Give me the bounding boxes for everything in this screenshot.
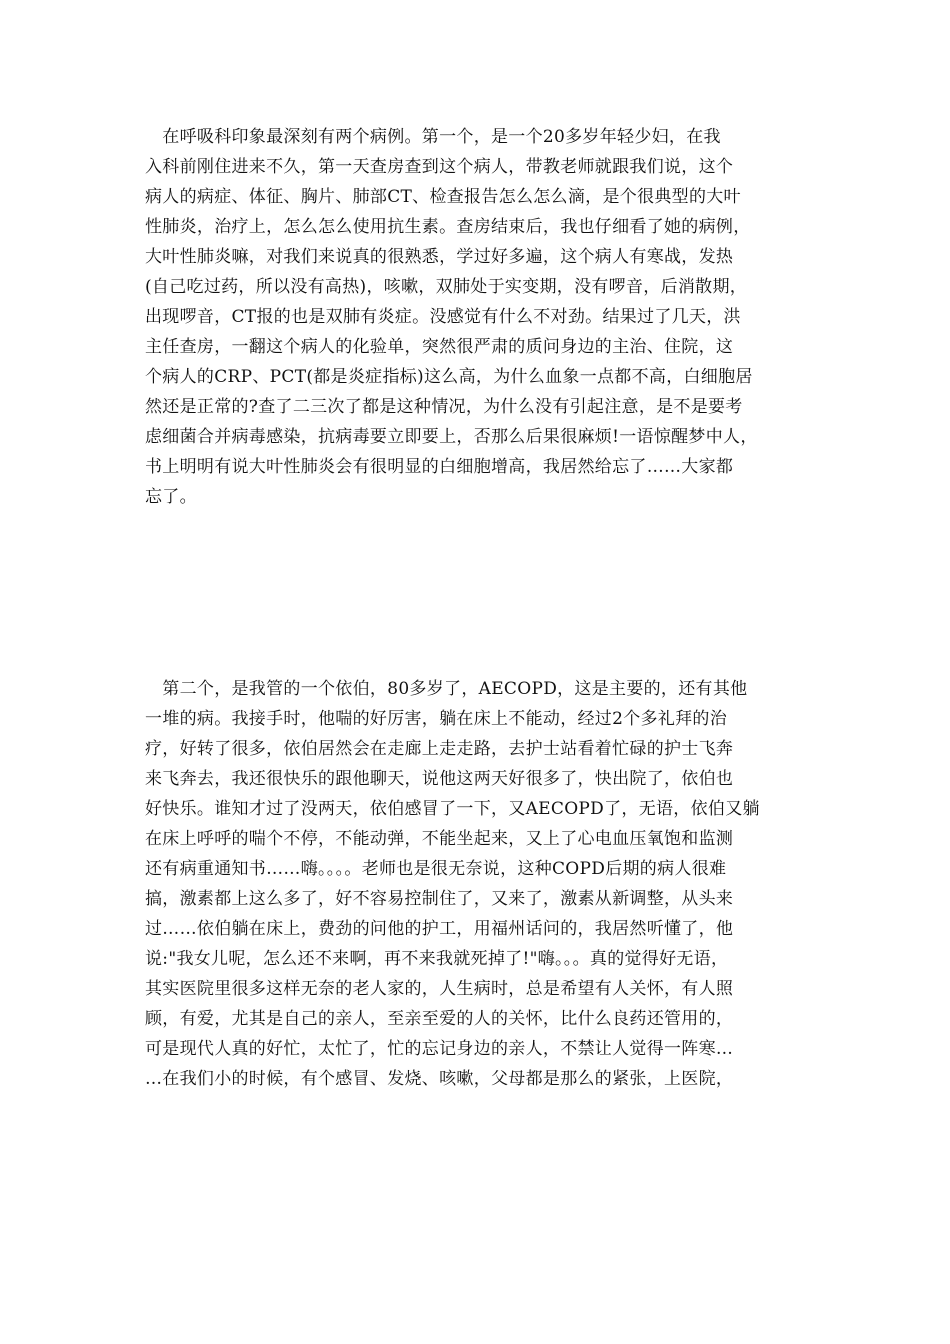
text-line: 出现啰音，CT报的也是双肺有炎症。没感觉有什么不对劲。结果过了几天，洪	[145, 307, 741, 327]
text-line: 搞，激素都上这么多了，好不容易控制住了，又来了，激素从新调整，从头来	[145, 889, 734, 909]
text-line: 来飞奔去，我还很快乐的跟他聊天，说他这两天好很多了，快出院了，依伯也	[145, 769, 734, 789]
text-line: 过……依伯躺在床上，费劲的问他的护工，用福州话问的，我居然听懂了，他	[145, 919, 734, 939]
text-line: 其实医院里很多这样无奈的老人家的，人生病时，总是希望有人关怀，有人照	[145, 979, 734, 999]
text-line: 大叶性肺炎嘛，对我们来说真的很熟悉，学过好多遍，这个病人有寒战，发热	[145, 247, 734, 267]
text-line: 还有病重通知书……嗨。。。。老师也是很无奈说，这种COPD后期的病人很难	[145, 859, 727, 879]
text-line: 好快乐。谁知才过了没两天，依伯感冒了一下，又AECOPD了，无语，依伯又躺	[145, 799, 760, 819]
text-line: 第二个，是我管的一个依伯，80多岁了，AECOPD，这是主要的，还有其他	[145, 679, 748, 699]
text-line: 虑细菌合并病毒感染，抗病毒要立即要上，否那么后果很麻烦!一语惊醒梦中人，	[145, 427, 758, 447]
text-line: 说:"我女儿呢，怎么还不来啊，再不来我就死掉了!"嗨。。。真的觉得好无语，	[145, 949, 729, 969]
text-line: 忘了。	[145, 487, 197, 507]
text-line: 然还是正常的?查了二三次了都是这种情况，为什么没有引起注意，是不是要考	[145, 397, 743, 417]
text-line: 书上明明有说大叶性肺炎会有很明显的白细胞增高，我居然给忘了……大家都	[145, 457, 734, 477]
text-line: 入科前刚住进来不久，第一天查房查到这个病人，带教老师就跟我们说，这个	[145, 157, 734, 177]
text-line: 在呼吸科印象最深刻有两个病例。第一个，是一个20多岁年轻少妇，在我	[145, 127, 721, 147]
text-line: (自己吃过药，所以没有高热)，咳嗽，双肺处于实变期，没有啰音，后消散期，	[145, 277, 748, 297]
text-line: 一堆的病。我接手时，他喘的好厉害，躺在床上不能动，经过2个多礼拜的治	[145, 709, 728, 729]
text-line: 在床上呼呼的喘个不停，不能动弹，不能坐起来，又上了心电血压氧饱和监测	[145, 829, 734, 849]
text-line: 病人的病症、体征、胸片、肺部CT、检查报告怎么怎么滴，是个很典型的大叶	[145, 187, 741, 207]
text-line: 个病人的CRP、PCT(都是炎症指标)这么高，为什么血象一点都不高，白细胞居	[145, 367, 753, 387]
text-line: 性肺炎，治疗上，怎么怎么使用抗生素。查房结束后，我也仔细看了她的病例，	[145, 217, 751, 237]
text-line: …在我们小的时候，有个感冒、发烧、咳嗽，父母都是那么的紧张，上医院，	[145, 1069, 734, 1089]
paragraph-1	[145, 122, 825, 512]
paragraph-2	[145, 674, 825, 1094]
text-line: 可是现代人真的好忙，太忙了，忙的忘记身边的亲人，不禁让人觉得一阵寒…	[145, 1039, 734, 1059]
text-line: 主任查房，一翻这个病人的化验单，突然很严肃的质问身边的主治、住院，这	[145, 337, 734, 357]
text-line: 顾，有爱，尤其是自己的亲人，至亲至爱的人的关怀，比什么良药还管用的，	[145, 1009, 734, 1029]
text-line: 疗，好转了很多，依伯居然会在走廊上走走路，去护士站看着忙碌的护士飞奔	[145, 739, 734, 759]
